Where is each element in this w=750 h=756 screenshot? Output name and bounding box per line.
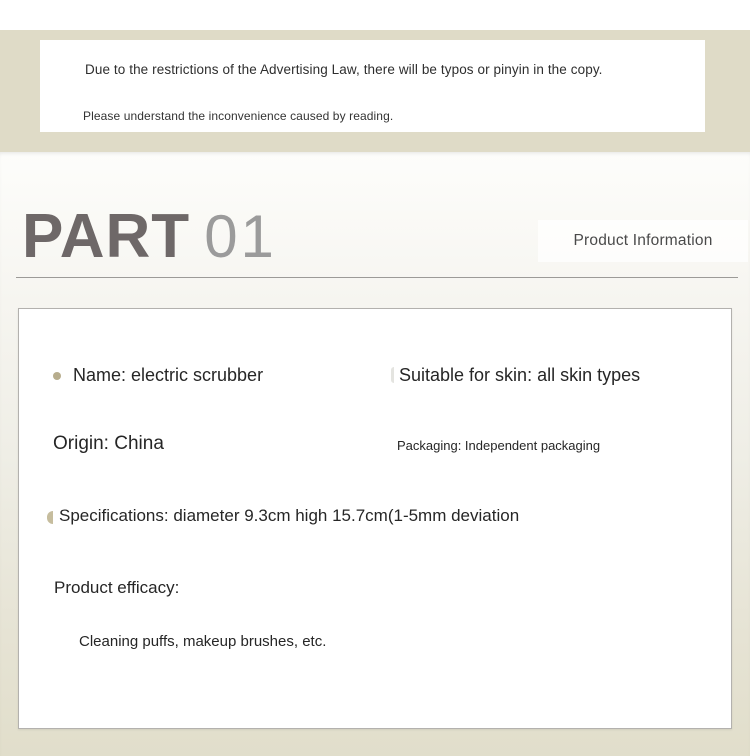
product-name-text: Name: electric scrubber (73, 365, 264, 385)
skin-suitability-text: Suitable for skin: all skin types (399, 365, 641, 385)
part-label: PART (22, 202, 191, 271)
specifications-text: Specifications: diameter 9.3cm high 15.7cm(1-5mm deviation (59, 506, 520, 525)
disclaimer-band (0, 30, 750, 152)
part-number: 01 (204, 203, 277, 270)
half-moon-bullet-icon (47, 511, 53, 524)
packaging-text: Packaging: Independent packaging (397, 438, 601, 453)
section-tag (538, 220, 748, 262)
origin-text: Origin: China (53, 433, 164, 454)
section-tag-label: Product Information (573, 232, 713, 249)
efficacy-label: Product efficacy: (54, 578, 180, 597)
disclaimer-box (40, 40, 705, 132)
disclaimer-line-1: Due to the restrictions of the Advertising Law, there will be typos or pinyin in the copy. (85, 62, 603, 77)
product-info-card (18, 308, 732, 729)
section-divider (16, 277, 738, 278)
section-title (22, 202, 277, 271)
round-dot-icon (53, 372, 61, 380)
product-info-section (0, 152, 750, 756)
efficacy-detail: Cleaning puffs, makeup brushes, etc. (79, 633, 327, 650)
faint-half-bullet-icon (391, 367, 394, 383)
disclaimer-line-2: Please understand the inconvenience caused by reading. (83, 109, 394, 123)
